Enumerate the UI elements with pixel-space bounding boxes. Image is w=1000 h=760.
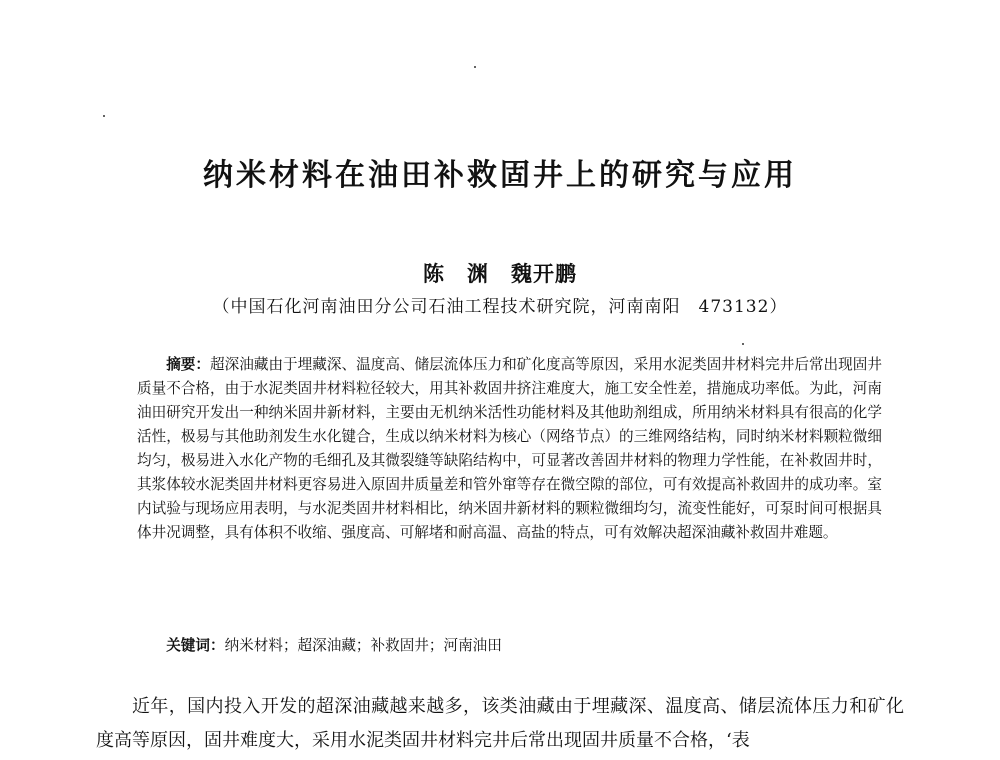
abstract-block: [137, 353, 882, 545]
scan-speck: [474, 66, 476, 68]
paper-authors: 陈 渊 魏开鹏: [423, 261, 577, 286]
keywords-label: 关键词：: [166, 637, 225, 654]
keywords-block: [137, 634, 882, 658]
abstract-label: 摘要：: [166, 356, 211, 373]
scan-speck: [742, 343, 744, 345]
paper-affiliation: （中国石化河南油田分公司石油工程技术研究院，河南南阳 473132）: [212, 297, 788, 317]
body-paragraph: 近年，国内投入开发的超深油藏越来越多，该类油藏由于埋藏深、温度高、储层流体压力和矿化度高等原因，固井难度大，采用水泥类固井材料完井后常出现固井质量不合格，‘表: [96, 696, 904, 751]
scan-speck: [103, 115, 105, 117]
abstract-text: 超深油藏由于埋藏深、温度高、储层流体压力和矿化度高等原因，采用水泥类固井材料完井后常出现固井质量不合格，由于水泥类固井材料粒径较大，用其补救固井挤注难度大，施工安全性差，措施成功率低。为此，河南油田研究开发出一种纳米固井新材料，主要由无机纳米活性功能材料及其他助剂组成，所用纳米材料具有很高的化学活性，极易与其他助剂发生水化键合，生成以纳米材料为核心（网络节点）的三维网络结构，同时纳米材料颗粒微细均匀，极易进入水化产物的毛细孔及其微裂缝等缺陷结构中，可显著改善固井材料的物理力学性能，在补救固井时，其浆体较水泥类固井材料更容易进入原固井质量差和管外窜等存在微空隙的部位，可有效提高补救固井的成功率。室内试验与现场应用表明，与水泥类固井材料相比，纳米固井新材料的颗粒微细均匀，流变性能好，可泵时间可根据具体井况调整，具有体积不收缩、强度高、可解堵和耐高温、高盐的特点，可有效解决超深油藏补救固井难题。: [137, 356, 882, 541]
paper-title: 纳米材料在油田补救固井上的研究与应用: [203, 158, 797, 193]
keywords-text: 纳米材料；超深油藏；补救固井；河南油田: [224, 637, 502, 654]
